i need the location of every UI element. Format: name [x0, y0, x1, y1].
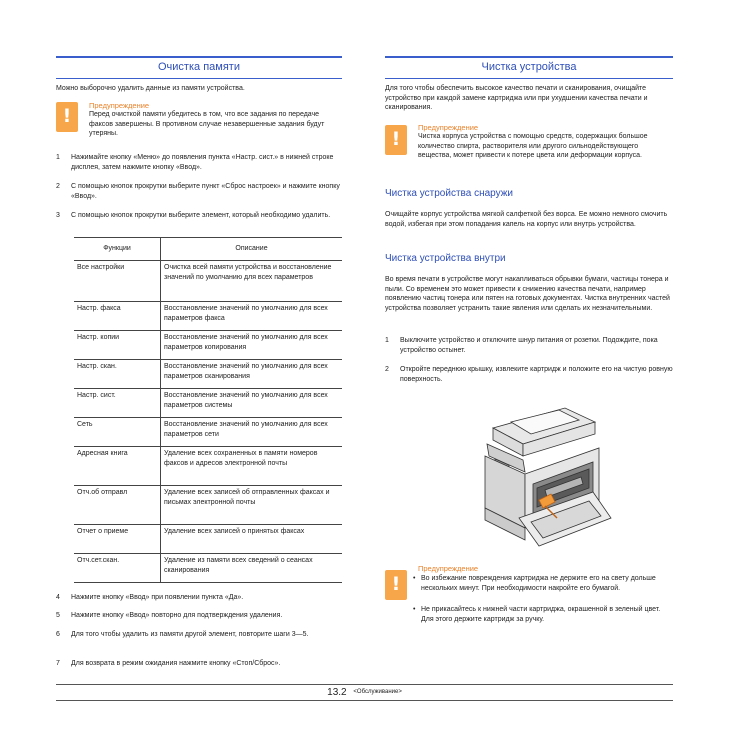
table-header: Функции: [74, 238, 161, 261]
table-cell: Восстановление значений по умолчанию для всех параметров сканирования: [161, 360, 343, 389]
step-number: 6: [56, 631, 60, 638]
table-cell: Удаление всех сохраненных в памяти номеров факсов и адресов электронной почты: [161, 447, 343, 486]
table-cell: Восстановление значений по умолчанию для всех параметров копирования: [161, 331, 343, 360]
step-number: 5: [56, 612, 60, 619]
table-cell: Удаление из памяти всех сведений о сеансах сканирования: [161, 554, 343, 583]
warning-bullet-text: Не прикасайтесь к нижней части картриджа, окрашенной в зеленый цвет. Для этого держите картридж за ручку.: [421, 606, 661, 623]
functions-table: [74, 237, 342, 583]
table-row: [74, 418, 342, 447]
table-cell: Отч.об отправл: [74, 486, 161, 525]
table-cell: Удаление всех записей о принятых факсах: [161, 525, 343, 554]
table-cell: Настр. копии: [74, 331, 161, 360]
step-text: Для того чтобы удалить из памяти другой элемент, повторите шаги 3—5.: [71, 631, 309, 638]
table-cell: Сеть: [74, 418, 161, 447]
table-cell: Отчет о приеме: [74, 525, 161, 554]
step-text: Нажмите кнопку «Ввод» повторно для подтверждения удаления.: [71, 612, 283, 619]
warning-icon: [385, 125, 407, 155]
step-text: Выключите устройство и отключите шнур питания от розетки. Подождите, пока устройство остынет.: [400, 337, 658, 354]
table-row: [74, 447, 342, 486]
table-cell: Отч.сет.скан.: [74, 554, 161, 583]
table-cell: Настр. сист.: [74, 389, 161, 418]
step-number: 2: [56, 183, 60, 190]
step-number: 2: [385, 366, 389, 373]
table-cell: Настр. факса: [74, 302, 161, 331]
table-row: [74, 525, 342, 554]
warning-title: Предупреждение: [418, 123, 479, 132]
table-cell: Удаление всех записей об отправленных факсах и письмах электронной почты: [161, 486, 343, 525]
step-number: 1: [385, 337, 389, 344]
outside-cleaning-text: Очищайте корпус устройства мягкой салфеткой без ворса. Ее можно немного смочить водой, избегая при этом попадания капель на корпус или внутрь устройства.: [385, 211, 668, 228]
step-text: Нажимайте кнопку «Меню» до появления пункта «Настр. сист.» в нижней строке дисплея, затем нажмите кнопку «Ввод».: [71, 154, 334, 171]
step-text: Откройте переднюю крышку, извлеките картридж и положите его на чистую ровную поверхность.: [400, 366, 673, 383]
table-cell: Все настройки: [74, 261, 161, 302]
table-row: [74, 486, 342, 525]
table-cell: Настр. скан.: [74, 360, 161, 389]
cleaning-warning: [418, 123, 673, 161]
step-text: Для возврата в режим ожидания нажмите кнопку «Стоп/Сброс».: [71, 660, 281, 667]
printer-illustration: [475, 400, 615, 550]
warning-text: Перед очисткой памяти убедитесь в том, что все задания по передаче факсов завершены. В противном случае незавершенные задания будут утеряны.: [89, 111, 325, 138]
step-number: 7: [56, 660, 60, 667]
outside-cleaning-heading: Чистка устройства снаружи: [385, 188, 513, 199]
memory-intro: Можно выборочно удалить данные из памяти устройства.: [56, 85, 245, 92]
inside-cleaning-text: Во время печати в устройстве могут накапливаться обрывки бумаги, частицы тонера и пыли. Со временем это может привести к снижению качества печати, например появлению частиц тонера или пятен на готовых документах. Чистка внутренних частей устройства позволяет устранить такие явления или сделать их незначительными.: [385, 276, 670, 312]
warning-title: Предупреждение: [89, 101, 150, 110]
warning-text: Чистка корпуса устройства с помощью средств, содержащих большое количество спирта, растворителя или другого сильнодействующего вещества, может привести к потере цвета или деформации корпуса.: [418, 133, 648, 160]
step-number: 1: [56, 154, 60, 161]
step-number: 4: [56, 594, 60, 601]
table-header-row: [74, 238, 342, 261]
step-text: Нажмите кнопку «Ввод» при появлении пункта «Да».: [71, 594, 244, 601]
page-number: 13.2: [327, 687, 347, 699]
step-number: 3: [56, 212, 60, 219]
warning-bullet-text: Во избежание повреждения картриджа не держите его на свету дольше нескольких минут. При необходимости накройте его бумагой.: [421, 575, 656, 592]
table-cell: Адресная книга: [74, 447, 161, 486]
warning2-title-wrap: [418, 564, 673, 573]
section-title-memory: Очистка памяти: [56, 56, 342, 79]
table-header: Описание: [161, 238, 343, 261]
table-row: [74, 389, 342, 418]
warning-icon: [385, 570, 407, 600]
table-cell: Восстановление значений по умолчанию для всех параметров факса: [161, 302, 343, 331]
warning-icon: [56, 102, 78, 132]
cleaning-intro: Для того чтобы обеспечить высокое качество печати и сканирования, очищайте устройство при каждой замене картриджа или при ухудшении качества печати и сканирования.: [385, 85, 648, 112]
table-row: [74, 360, 342, 389]
table-cell: Восстановление значений по умолчанию для всех параметров системы: [161, 389, 343, 418]
table-row: [74, 302, 342, 331]
page-footer: [56, 684, 673, 701]
table-row: [74, 261, 342, 302]
table-row: [74, 554, 342, 583]
warning-title: Предупреждение: [418, 564, 479, 573]
table-cell: Очистка всей памяти устройства и восстановление значений по умолчанию для всех параметров: [161, 261, 343, 302]
footer-section: <Обслуживание>: [353, 689, 402, 695]
section-title-cleaning: Чистка устройства: [385, 56, 673, 79]
step-text: С помощью кнопок прокрутки выберите элемент, который необходимо удалить.: [71, 212, 331, 219]
table-cell: Восстановление значений по умолчанию для всех параметров сети: [161, 418, 343, 447]
inside-cleaning-heading: Чистка устройства внутри: [385, 253, 506, 264]
step-text: С помощью кнопок прокрутки выберите пункт «Сброс настроек» и нажмите кнопку «Ввод».: [71, 183, 340, 200]
memory-warning: [89, 101, 342, 139]
table-row: [74, 331, 342, 360]
